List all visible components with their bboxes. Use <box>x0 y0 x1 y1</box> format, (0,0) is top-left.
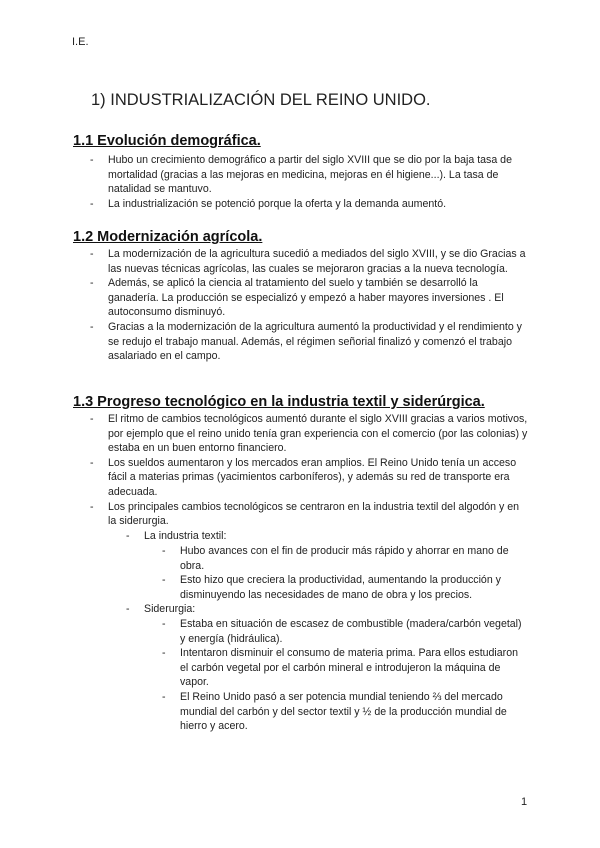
dash-bullet: - <box>162 574 166 587</box>
list-item-text: Intentaron disminuir el consumo de materia prima. Para ellos estudiaron el carbón vegetal por el carbón mineral e introdujeron la máquina de vapor. <box>180 647 518 689</box>
dash-bullet: - <box>162 545 166 557</box>
subsection-list-textil <box>162 544 528 602</box>
list-item-text: Hubo avances con el fin de producir más rápido y ahorrar en mano de obra. <box>180 545 509 572</box>
list-item <box>90 456 528 500</box>
list-item-text: Además, se aplicó la ciencia al tratamiento del suelo y también se desarrolló la ganadería. La producción se especializó y empezó a haber mayores inversiones . El autoconsumo disminuyó. <box>108 277 504 319</box>
list-item-text: Los principales cambios tecnológicos se centraron en la industria textil del algodón y en la siderurgia. <box>108 500 520 528</box>
section-list-agricola <box>90 247 528 364</box>
list-item <box>90 320 528 364</box>
section-list-tecnologico <box>90 412 528 529</box>
list-item <box>162 690 528 734</box>
subsection-label <box>126 529 524 544</box>
list-item-text: Estaba en situación de escasez de combustible (madera/carbón vegetal) y energía (hidráulica). <box>180 618 522 645</box>
page-number: 1 <box>521 796 528 808</box>
dash-bullet: - <box>162 690 166 703</box>
dash-bullet: - <box>90 500 94 513</box>
subsection-textil <box>126 529 524 544</box>
dash-bullet: - <box>90 197 94 210</box>
list-item <box>90 276 528 320</box>
list-item-text: Los sueldos aumentaron y los mercados eran amplios. El Reino Unido tenía un acceso fácil a materias primas (yacimientos carboníferos), y además su red de transporte era adecuada. <box>108 456 517 498</box>
list-item-text: Esto hizo que creciera la productividad, aumentando la producción y disminuyendo las necesidades de mano de obra y los precios. <box>180 574 501 601</box>
list-item-text: Hubo un crecimiento demográfico a partir del siglo XVIII que se dio por la baja tasa de mortalidad (gracias a las mejoras en medicina, mejoras en él higiene...). La tasa de natalidad se mantuvo. <box>108 154 512 196</box>
list-item-text: El ritmo de cambios tecnológicos aumentó durante el siglo XVIII gracias a varios motivos, por ejemplo que el reino unido tenía gran experiencia con el comercio (por las colonias) y estaba en un buen entorno financiero. <box>108 413 528 455</box>
dash-bullet: - <box>90 154 94 166</box>
list-item-text: El Reino Unido pasó a ser potencia mundial teniendo ⅔ del mercado mundial del carbón y del sector textil y ½ de la producción mundial de hierro y acero. <box>180 690 507 733</box>
subsection-label-text: Siderurgia: <box>144 603 196 615</box>
dash-bullet: - <box>90 248 94 260</box>
dash-bullet: - <box>126 603 130 615</box>
section-heading-demografica: 1.1 Evolución demográfica. <box>73 133 261 149</box>
list-item <box>162 544 528 573</box>
list-item <box>162 646 528 690</box>
list-item <box>162 617 528 646</box>
subsection-label <box>126 602 524 617</box>
header-initials: I.E. <box>72 36 89 48</box>
subsection-siderurgia <box>126 602 524 617</box>
dash-bullet: - <box>90 413 94 425</box>
list-item <box>90 412 528 456</box>
section-heading-tecnologico: 1.3 Progreso tecnológico en la industria textil y siderúrgica. <box>73 394 485 410</box>
subsection-label-text: La industria textil: <box>144 530 227 542</box>
dash-bullet: - <box>162 618 166 630</box>
list-item <box>162 573 528 602</box>
list-item <box>90 197 528 212</box>
list-item-text: Gracias a la modernización de la agricultura aumentó la productividad y el rendimiento y se redujo el trabajo manual. Además, el régimen señorial finalizó y comenzó el trabajo asalariado en el campo. <box>108 320 522 363</box>
dash-bullet: - <box>162 647 166 660</box>
list-item <box>90 153 528 197</box>
dash-bullet: - <box>90 320 94 333</box>
dash-bullet: - <box>90 456 94 469</box>
section-heading-agricola: 1.2 Modernización agrícola. <box>73 229 263 245</box>
subsection-list-siderurgia <box>162 617 528 734</box>
dash-bullet: - <box>90 277 94 290</box>
page-title: 1) INDUSTRIALIZACIÓN DEL REINO UNIDO. <box>91 91 431 109</box>
section-list-demografica <box>90 153 528 211</box>
dash-bullet: - <box>126 530 130 542</box>
list-item-text: La industrialización se potenció porque la oferta y la demanda aumentó. <box>108 197 447 210</box>
list-item-text: La modernización de la agricultura sucedió a mediados del siglo XVIII, y se dio Gracias a las nuevas técnicas agrícolas, las cuales se mejoraron gracias a la nueva tecnología. <box>108 248 526 275</box>
list-item <box>90 247 528 276</box>
list-item <box>90 500 528 529</box>
